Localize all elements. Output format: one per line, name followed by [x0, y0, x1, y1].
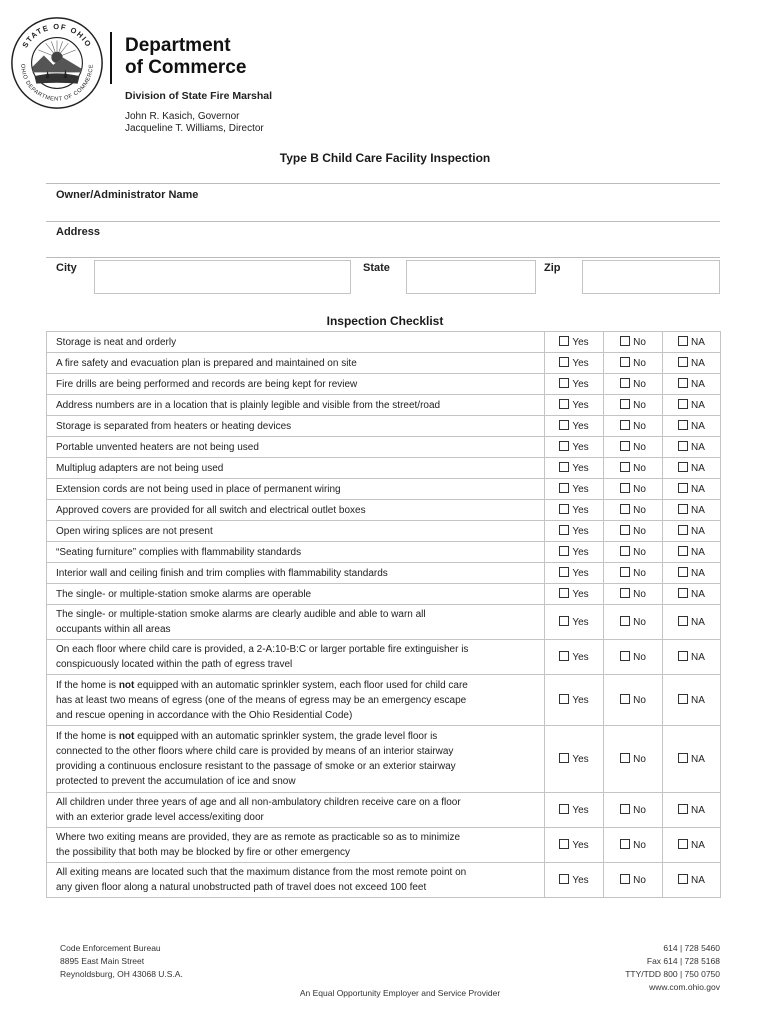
checkbox-square-icon[interactable] — [620, 504, 630, 514]
checkbox-square-icon[interactable] — [678, 753, 688, 763]
option-label: No — [633, 874, 646, 886]
checklist-row — [47, 793, 721, 828]
no-checkbox[interactable] — [604, 863, 663, 898]
zip-label: Zip — [544, 262, 561, 274]
checklist-item-text: Where two exiting means are provided, they are as remote as practicable so as to minimize the possibility that both may be blocked by fire or other emergency — [47, 828, 545, 863]
footer-contact — [625, 942, 720, 994]
option-label: No — [633, 839, 646, 851]
footer-address — [60, 942, 183, 981]
checklist-row — [47, 374, 721, 395]
na-checkbox[interactable] — [663, 500, 721, 521]
yes-checkbox[interactable] — [545, 479, 604, 500]
yes-checkbox[interactable] — [545, 726, 604, 793]
no-checkbox[interactable] — [604, 437, 663, 458]
option-label: No — [633, 336, 646, 348]
option-label: NA — [691, 336, 705, 348]
option-label: NA — [691, 839, 705, 851]
yes-checkbox[interactable] — [545, 828, 604, 863]
checkbox-square-icon[interactable] — [620, 753, 630, 763]
no-checkbox[interactable] — [604, 500, 663, 521]
option-label: Yes — [572, 839, 589, 851]
checkbox-square-icon[interactable] — [678, 874, 688, 884]
na-checkbox[interactable] — [663, 584, 721, 605]
option-label: No — [633, 504, 646, 516]
checkbox-square-icon[interactable] — [678, 483, 688, 493]
option-label: NA — [691, 616, 705, 628]
checklist-row — [47, 675, 721, 726]
checklist-item-text: Fire drills are being performed and records are being kept for review — [47, 374, 545, 395]
na-checkbox[interactable] — [663, 828, 721, 863]
option-label: NA — [691, 504, 705, 516]
option-label: No — [633, 804, 646, 816]
option-label: No — [633, 588, 646, 600]
checkbox-square-icon[interactable] — [620, 651, 630, 661]
footer-street: 8895 East Main Street — [60, 956, 145, 966]
option-label: Yes — [572, 336, 589, 348]
city-label: City — [56, 262, 77, 274]
na-checkbox[interactable] — [663, 863, 721, 898]
checkbox-square-icon[interactable] — [678, 616, 688, 626]
yes-checkbox[interactable] — [545, 332, 604, 353]
checklist-row — [47, 726, 721, 793]
checkbox-square-icon[interactable] — [678, 804, 688, 814]
checkbox-square-icon[interactable] — [559, 651, 569, 661]
checklist-row — [47, 863, 721, 898]
no-checkbox[interactable] — [604, 726, 663, 793]
checkbox-square-icon[interactable] — [559, 483, 569, 493]
no-checkbox[interactable] — [604, 584, 663, 605]
na-checkbox[interactable] — [663, 542, 721, 563]
option-label: NA — [691, 567, 705, 579]
owner-row — [46, 184, 720, 222]
checkbox-square-icon[interactable] — [620, 839, 630, 849]
checkbox-square-icon[interactable] — [678, 567, 688, 577]
option-label: NA — [691, 483, 705, 495]
checkbox-square-icon[interactable] — [559, 420, 569, 430]
checkbox-square-icon[interactable] — [620, 399, 630, 409]
no-checkbox[interactable] — [604, 828, 663, 863]
checkbox-square-icon[interactable] — [678, 694, 688, 704]
option-label: No — [633, 546, 646, 558]
checkbox-square-icon[interactable] — [678, 336, 688, 346]
checklist-row — [47, 521, 721, 542]
checklist-item-text: Address numbers are in a location that is plainly legible and visible from the street/road — [47, 395, 545, 416]
checklist-row — [47, 353, 721, 374]
na-checkbox[interactable] — [663, 416, 721, 437]
option-label: NA — [691, 753, 705, 765]
zip-field[interactable] — [582, 260, 720, 294]
yes-checkbox[interactable] — [545, 863, 604, 898]
yes-checkbox[interactable] — [545, 500, 604, 521]
yes-checkbox[interactable] — [545, 605, 604, 640]
checklist-row — [47, 605, 721, 640]
option-label: No — [633, 378, 646, 390]
checklist-item-text: Multiplug adapters are not being used — [47, 458, 545, 479]
checkbox-square-icon[interactable] — [678, 525, 688, 535]
checkbox-square-icon[interactable] — [620, 588, 630, 598]
footer-fax: Fax 614 | 728 5168 — [646, 956, 720, 966]
option-label: No — [633, 616, 646, 628]
header-divider — [110, 32, 112, 84]
checklist-row — [47, 500, 721, 521]
checkbox-square-icon[interactable] — [678, 357, 688, 367]
option-label: NA — [691, 462, 705, 474]
na-checkbox[interactable] — [663, 332, 721, 353]
inspection-checklist — [46, 331, 721, 898]
checkbox-square-icon[interactable] — [559, 336, 569, 346]
option-label: NA — [691, 546, 705, 558]
option-label: No — [633, 694, 646, 706]
checkbox-square-icon[interactable] — [559, 804, 569, 814]
checkbox-square-icon[interactable] — [678, 441, 688, 451]
option-label: Yes — [572, 651, 589, 663]
checkbox-square-icon[interactable] — [559, 504, 569, 514]
checklist-item-text: Interior wall and ceiling finish and trim complies with flammability standards — [47, 563, 545, 584]
option-label: Yes — [572, 694, 589, 706]
checkbox-square-icon[interactable] — [678, 420, 688, 430]
yes-checkbox[interactable] — [545, 353, 604, 374]
na-checkbox[interactable] — [663, 458, 721, 479]
state-label: State — [363, 262, 390, 274]
checkbox-square-icon[interactable] — [559, 753, 569, 763]
no-checkbox[interactable] — [604, 521, 663, 542]
checkbox-square-icon[interactable] — [559, 357, 569, 367]
yes-checkbox[interactable] — [545, 374, 604, 395]
address-label: Address — [56, 226, 101, 238]
checkbox-square-icon[interactable] — [620, 874, 630, 884]
checklist-item-text: All exiting means are located such that the maximum distance from the most remote point on any given floor along a natural unobstructed path of travel does not exceed 100 feet — [47, 863, 545, 898]
yes-checkbox[interactable] — [545, 458, 604, 479]
yes-checkbox[interactable] — [545, 416, 604, 437]
na-checkbox[interactable] — [663, 726, 721, 793]
checklist-row — [47, 828, 721, 863]
checklist-item-text: Extension cords are not being used in place of permanent wiring — [47, 479, 545, 500]
yes-checkbox[interactable] — [545, 675, 604, 726]
option-label: No — [633, 753, 646, 765]
option-label: No — [633, 651, 646, 663]
option-label: NA — [691, 399, 705, 411]
no-checkbox[interactable] — [604, 416, 663, 437]
option-label: Yes — [572, 378, 589, 390]
option-label: Yes — [572, 399, 589, 411]
no-checkbox[interactable] — [604, 353, 663, 374]
option-label: Yes — [572, 357, 589, 369]
checkbox-square-icon[interactable] — [559, 874, 569, 884]
no-checkbox[interactable] — [604, 479, 663, 500]
checkbox-square-icon[interactable] — [678, 546, 688, 556]
option-label: Yes — [572, 441, 589, 453]
owner-label: Owner/Administrator Name — [56, 189, 199, 201]
option-label: NA — [691, 804, 705, 816]
state-field[interactable] — [406, 260, 536, 294]
checkbox-square-icon[interactable] — [620, 462, 630, 472]
option-label: No — [633, 357, 646, 369]
footer-city: Reynoldsburg, OH 43068 U.S.A. — [60, 969, 183, 979]
na-checkbox[interactable] — [663, 437, 721, 458]
checkbox-square-icon[interactable] — [620, 616, 630, 626]
no-checkbox[interactable] — [604, 374, 663, 395]
yes-checkbox[interactable] — [545, 521, 604, 542]
checkbox-square-icon[interactable] — [559, 399, 569, 409]
checkbox-square-icon[interactable] — [620, 546, 630, 556]
checkbox-square-icon[interactable] — [678, 588, 688, 598]
na-checkbox[interactable] — [663, 563, 721, 584]
option-label: NA — [691, 525, 705, 537]
option-label: Yes — [572, 420, 589, 432]
checkbox-square-icon[interactable] — [559, 462, 569, 472]
na-checkbox[interactable] — [663, 640, 721, 675]
no-checkbox[interactable] — [604, 675, 663, 726]
footer-tty: TTY/TDD 800 | 750 0750 — [625, 969, 720, 979]
checklist-row — [47, 458, 721, 479]
checkbox-square-icon[interactable] — [620, 441, 630, 451]
checkbox-square-icon[interactable] — [678, 462, 688, 472]
checklist-item-text: If the home is not equipped with an automatic sprinkler system, each floor used for child care has at least two means of egress (one of the means of egress may be an emergency escape and rescue opening in accordance with the Ohio Residential Code) — [47, 675, 545, 726]
address-row — [46, 221, 720, 258]
option-label: NA — [691, 588, 705, 600]
checkbox-square-icon[interactable] — [559, 616, 569, 626]
checkbox-square-icon[interactable] — [620, 525, 630, 535]
option-label: NA — [691, 441, 705, 453]
checkbox-square-icon[interactable] — [620, 357, 630, 367]
na-checkbox[interactable] — [663, 479, 721, 500]
ohio-seal-logo — [10, 16, 104, 110]
checkbox-square-icon[interactable] — [559, 546, 569, 556]
checklist-row — [47, 584, 721, 605]
option-label: No — [633, 567, 646, 579]
yes-checkbox[interactable] — [545, 563, 604, 584]
checklist-item-text: Storage is neat and orderly — [47, 332, 545, 353]
option-label: No — [633, 420, 646, 432]
option-label: Yes — [572, 874, 589, 886]
option-label: Yes — [572, 616, 589, 628]
option-label: Yes — [572, 462, 589, 474]
checkbox-square-icon[interactable] — [678, 378, 688, 388]
yes-checkbox[interactable] — [545, 584, 604, 605]
governor-line: John R. Kasich, Governor — [125, 111, 240, 122]
officials — [125, 111, 264, 135]
option-label: NA — [691, 357, 705, 369]
no-checkbox[interactable] — [604, 793, 663, 828]
footer-web-link[interactable]: www.com.ohio.gov — [649, 982, 720, 992]
footer-bureau: Code Enforcement Bureau — [60, 943, 161, 953]
checkbox-square-icon[interactable] — [620, 694, 630, 704]
checklist-row — [47, 332, 721, 353]
option-label: NA — [691, 651, 705, 663]
na-checkbox[interactable] — [663, 374, 721, 395]
checkbox-square-icon[interactable] — [620, 336, 630, 346]
no-checkbox[interactable] — [604, 458, 663, 479]
option-label: NA — [691, 694, 705, 706]
option-label: NA — [691, 378, 705, 390]
checklist-title: Inspection Checklist — [326, 314, 444, 328]
checkbox-square-icon[interactable] — [620, 420, 630, 430]
checklist-item-text: The single- or multiple-station smoke alarms are operable — [47, 584, 545, 605]
division-name: Division of State Fire Marshal — [125, 90, 273, 102]
na-checkbox[interactable] — [663, 605, 721, 640]
checkbox-square-icon[interactable] — [620, 804, 630, 814]
checklist-item-text: All children under three years of age and all non-ambulatory children receive care on a floor with an exterior grade level access/exiting door — [47, 793, 545, 828]
yes-checkbox[interactable] — [545, 793, 604, 828]
checklist-row — [47, 542, 721, 563]
na-checkbox[interactable] — [663, 521, 721, 542]
footer-eeo: An Equal Opportunity Employer and Service Provider — [299, 988, 501, 998]
na-checkbox[interactable] — [663, 675, 721, 726]
no-checkbox[interactable] — [604, 563, 663, 584]
department-name: Department of Commerce — [125, 35, 247, 78]
option-label: Yes — [572, 588, 589, 600]
option-label: Yes — [572, 525, 589, 537]
facility-info-form — [46, 183, 720, 296]
svg-text:STATE OF OHIO: STATE OF OHIO — [20, 22, 94, 50]
checkbox-square-icon[interactable] — [559, 694, 569, 704]
city-field[interactable] — [94, 260, 351, 294]
option-label: Yes — [572, 804, 589, 816]
checkbox-square-icon[interactable] — [559, 441, 569, 451]
checklist-item-text: On each floor where child care is provided, a 2-A:10-B:C or larger portable fire extinguisher is conspicuously located within the path of egress travel — [47, 640, 545, 675]
option-label: NA — [691, 420, 705, 432]
yes-checkbox[interactable] — [545, 640, 604, 675]
no-checkbox[interactable] — [604, 542, 663, 563]
checklist-item-text: A fire safety and evacuation plan is prepared and maintained on site — [47, 353, 545, 374]
checklist-row — [47, 640, 721, 675]
na-checkbox[interactable] — [663, 395, 721, 416]
checklist-item-text: If the home is not equipped with an automatic sprinkler system, the grade level floor is connected to the other floors where child care is provided by means of an interior stairway providing a continuous enclosure resistant to the passage of smoke or an exterior stairway protected to prevent the accumulation of ice and snow — [47, 726, 545, 793]
option-label: NA — [691, 874, 705, 886]
option-label: No — [633, 441, 646, 453]
checkbox-square-icon[interactable] — [678, 651, 688, 661]
option-label: No — [633, 525, 646, 537]
checkbox-square-icon[interactable] — [559, 525, 569, 535]
option-label: Yes — [572, 753, 589, 765]
city-state-zip-row — [46, 257, 720, 296]
option-label: Yes — [572, 483, 589, 495]
checkbox-square-icon[interactable] — [559, 839, 569, 849]
no-checkbox[interactable] — [604, 605, 663, 640]
checkbox-square-icon[interactable] — [559, 588, 569, 598]
checklist-row — [47, 437, 721, 458]
no-checkbox[interactable] — [604, 640, 663, 675]
checklist-row — [47, 563, 721, 584]
checklist-item-text: Portable unvented heaters are not being used — [47, 437, 545, 458]
na-checkbox[interactable] — [663, 353, 721, 374]
checklist-item-text: “Seating furniture” complies with flammability standards — [47, 542, 545, 563]
checklist-item-text: Approved covers are provided for all switch and electrical outlet boxes — [47, 500, 545, 521]
checklist-item-text: Storage is separated from heaters or heating devices — [47, 416, 545, 437]
yes-checkbox[interactable] — [545, 395, 604, 416]
checkbox-square-icon[interactable] — [559, 567, 569, 577]
footer-phone: 614 | 728 5460 — [663, 943, 720, 953]
checkbox-square-icon[interactable] — [559, 378, 569, 388]
option-label: No — [633, 483, 646, 495]
no-checkbox[interactable] — [604, 332, 663, 353]
checkbox-square-icon[interactable] — [620, 483, 630, 493]
option-label: Yes — [572, 567, 589, 579]
checklist-row — [47, 416, 721, 437]
na-checkbox[interactable] — [663, 793, 721, 828]
option-label: Yes — [572, 546, 589, 558]
checkbox-square-icon[interactable] — [620, 567, 630, 577]
option-label: No — [633, 462, 646, 474]
checkbox-square-icon[interactable] — [678, 504, 688, 514]
checkbox-square-icon[interactable] — [620, 378, 630, 388]
yes-checkbox[interactable] — [545, 437, 604, 458]
yes-checkbox[interactable] — [545, 542, 604, 563]
checklist-row — [47, 479, 721, 500]
checklist-item-text: Open wiring splices are not present — [47, 521, 545, 542]
document-title: Type B Child Care Facility Inspection — [279, 151, 491, 165]
checkbox-square-icon[interactable] — [678, 839, 688, 849]
director-line: Jacqueline T. Williams, Director — [125, 123, 264, 134]
checklist-item-text: The single- or multiple-station smoke alarms are clearly audible and able to warn all occupants within all areas — [47, 605, 545, 640]
svg-text:OHIO DEPARTMENT OF COMMERCE: OHIO DEPARTMENT OF COMMERCE — [19, 63, 95, 103]
checkbox-square-icon[interactable] — [678, 399, 688, 409]
checklist-row — [47, 395, 721, 416]
option-label: Yes — [572, 504, 589, 516]
option-label: No — [633, 399, 646, 411]
no-checkbox[interactable] — [604, 395, 663, 416]
